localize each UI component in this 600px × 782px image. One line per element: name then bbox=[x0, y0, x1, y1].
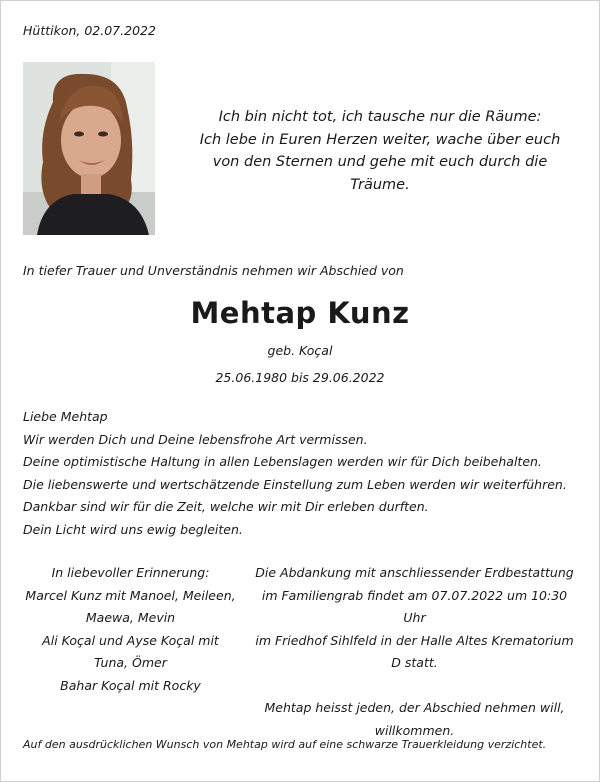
personal-message bbox=[23, 406, 583, 541]
message-line: Liebe Mehtap bbox=[23, 409, 108, 424]
funeral-line: Die Abdankung mit anschliessender Erdbestattung bbox=[255, 565, 574, 580]
message-line: Die liebenswerte und wertschätzende Einstellung zum Leben werden wir weiterführen. bbox=[23, 476, 567, 492]
poem-line: Ich bin nicht tot, ich tausche nur die Räume: bbox=[218, 109, 542, 125]
poem-line: von den Sternen und gehe mit euch durch die bbox=[212, 154, 548, 170]
intro-text: In tiefer Trauer und Unverständnis nehmen wir Abschied von bbox=[23, 263, 404, 278]
message-line: Wir werden Dich und Deine lebensfrohe Art vermissen. bbox=[23, 431, 368, 447]
farewell-line: Mehtap heisst jeden, der Abschied nehmen will, bbox=[264, 700, 565, 715]
message-line: Deine optimistische Haltung in allen Lebenslagen werden wir für Dich beibehalten. bbox=[23, 454, 542, 469]
mourners-line: Ali Koçal und Ayse Koçal mit bbox=[42, 632, 219, 648]
mourners-line: Maewa, Mevin bbox=[85, 610, 176, 625]
farewell-line: willkommen. bbox=[374, 722, 455, 738]
place-date: Hüttikon, 02.07.2022 bbox=[23, 23, 156, 38]
maiden-name: geb. Koçal bbox=[267, 343, 333, 358]
spacer bbox=[252, 675, 577, 698]
poem-line: Ich lebe in Euren Herzen weiter, wache über euch bbox=[199, 131, 561, 148]
mourners-line: Tuna, Ömer bbox=[94, 655, 167, 670]
footer-note: Auf den ausdrücklichen Wunsch von Mehtap wird auf eine schwarze Trauerkleidung verzichtet. bbox=[23, 738, 547, 751]
poem-line: Träume. bbox=[350, 176, 410, 193]
message-line: Dein Licht wird uns ewig begleiten. bbox=[23, 521, 243, 537]
mourners-list bbox=[18, 562, 243, 697]
funeral-line: im Familiengrab findet am 07.07.2022 um 10:30 Uhr bbox=[261, 587, 568, 625]
deceased-name: Mehtap Kunz bbox=[190, 296, 410, 330]
mourners-line: Bahar Koçal mit Rocky bbox=[60, 677, 201, 693]
mourners-line: In liebevoller Erinnerung: bbox=[51, 565, 210, 580]
life-dates: 25.06.1980 bis 29.06.2022 bbox=[215, 370, 385, 385]
message-line: Dankbar sind wir für die Zeit, welche wir mit Dir erleben durften. bbox=[23, 499, 429, 514]
funeral-line: im Friedhof Sihlfeld in der Halle Altes Krematorium bbox=[255, 632, 574, 648]
memorial-poem bbox=[182, 106, 578, 196]
mourners-line: Marcel Kunz mit Manoel, Meileen, bbox=[25, 587, 236, 603]
portrait-illustration bbox=[23, 62, 155, 235]
funeral-info bbox=[252, 562, 577, 742]
portrait-photo bbox=[23, 62, 155, 235]
funeral-line: D statt. bbox=[391, 655, 438, 670]
